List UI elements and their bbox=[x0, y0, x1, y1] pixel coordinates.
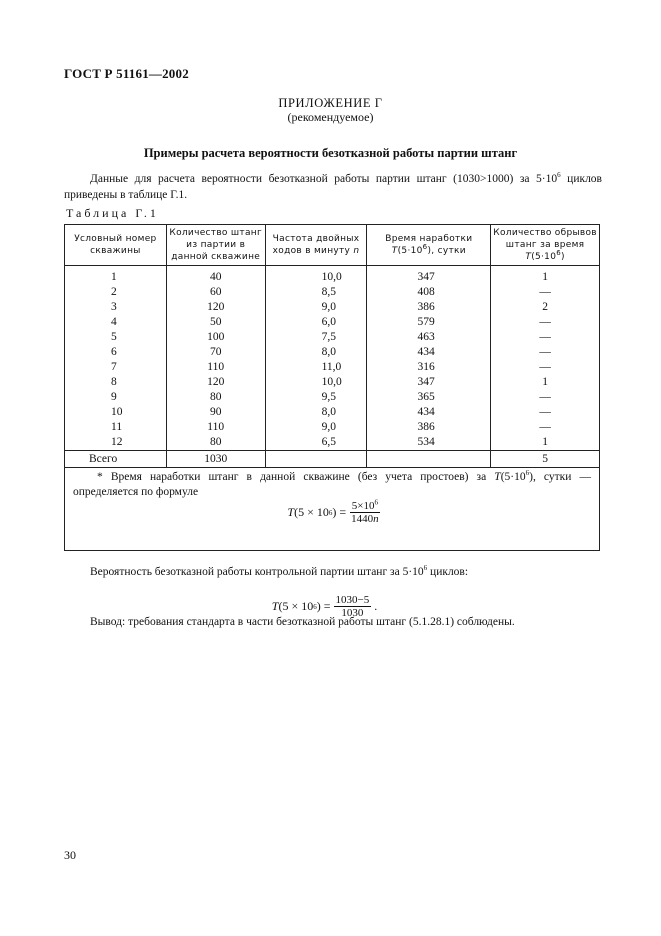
cell-qty: 70 bbox=[166, 345, 265, 360]
appendix-title: ПРИЛОЖЕНИЕ Г bbox=[278, 96, 383, 110]
cell-qty: 40 bbox=[166, 266, 265, 286]
cell-well: 1 bbox=[65, 266, 167, 286]
probability-paragraph: Вероятность безотказной работы контрольной партии штанг за $5\cdot 10^6$ циклов: bbox=[90, 564, 469, 578]
cell-freq: 10,0 bbox=[265, 266, 367, 286]
page-number: 30 bbox=[64, 848, 76, 862]
cell-well: 3 bbox=[65, 300, 167, 315]
cell-freq: 8,5 bbox=[265, 285, 367, 300]
cell-freq: 11,0 bbox=[265, 360, 367, 375]
table-total-row bbox=[65, 451, 600, 468]
cell-qty: 80 bbox=[166, 390, 265, 405]
cell-freq: 10,0 bbox=[265, 375, 367, 390]
cell-time: 463 bbox=[367, 330, 491, 345]
header-breaks: Количество обрывов штанг за время $T(5\cdot 10^6)$ bbox=[491, 225, 600, 266]
cell-well: 4 bbox=[65, 315, 167, 330]
cell-qty: 120 bbox=[166, 300, 265, 315]
cell-breaks: — bbox=[491, 390, 600, 405]
cell-well: 7 bbox=[65, 360, 167, 375]
cell-freq: 6,5 bbox=[265, 435, 367, 451]
cell-time: 386 bbox=[367, 420, 491, 435]
formula-probability: T (5 × 10 6 ) = $\frac{1030-5}{1030}$ . bbox=[271, 594, 378, 619]
cell-breaks: — bbox=[491, 405, 600, 420]
cell-breaks: — bbox=[491, 330, 600, 345]
table-row bbox=[65, 420, 600, 435]
cell-well: 12 bbox=[65, 435, 167, 451]
table-row bbox=[65, 300, 600, 315]
table-row bbox=[65, 390, 600, 405]
cell-qty: 120 bbox=[166, 375, 265, 390]
cell-freq: 9,5 bbox=[265, 390, 367, 405]
cell-freq: 8,0 bbox=[265, 405, 367, 420]
cell-freq: 6,0 bbox=[265, 315, 367, 330]
cell-breaks: 1 bbox=[491, 375, 600, 390]
table-row bbox=[65, 330, 600, 345]
cell-freq: 7,5 bbox=[265, 330, 367, 345]
cell-breaks: — bbox=[491, 360, 600, 375]
cell-well: 2 bbox=[65, 285, 167, 300]
cell-qty: 60 bbox=[166, 285, 265, 300]
total-qty: 1030 bbox=[166, 451, 265, 468]
cell-time: 434 bbox=[367, 405, 491, 420]
cell-qty: 110 bbox=[166, 360, 265, 375]
cell-qty: 100 bbox=[166, 330, 265, 345]
cell-breaks: 2 bbox=[491, 300, 600, 315]
formula-operating-time: T (5 × 10 6 ) = $\frac{5\times 10^6}{1440n}$ bbox=[287, 498, 379, 525]
cell-well: 9 bbox=[65, 390, 167, 405]
cell-freq: 9,0 bbox=[265, 420, 367, 435]
cell-qty: 110 bbox=[166, 420, 265, 435]
cell-well: 8 bbox=[65, 375, 167, 390]
table-row bbox=[65, 285, 600, 300]
cell-time: 408 bbox=[367, 285, 491, 300]
table-row bbox=[65, 266, 600, 286]
appendix-subtitle: (рекомендуемое) bbox=[287, 110, 374, 124]
cell-breaks: — bbox=[491, 315, 600, 330]
header-well-no: Условный номер скважины bbox=[65, 225, 167, 266]
header-rods-qty: Количество штанг из партии в данной скважине bbox=[166, 225, 265, 266]
total-freq-empty bbox=[265, 451, 367, 468]
cell-time: 434 bbox=[367, 345, 491, 360]
cell-well: 11 bbox=[65, 420, 167, 435]
cell-breaks: 1 bbox=[491, 435, 600, 451]
document-code: ГОСТ Р 51161—2002 bbox=[64, 66, 189, 81]
table-header-row bbox=[65, 225, 600, 266]
cell-qty: 90 bbox=[166, 405, 265, 420]
total-time-empty bbox=[367, 451, 491, 468]
table-row bbox=[65, 435, 600, 451]
cell-time: 386 bbox=[367, 300, 491, 315]
cell-well: 6 bbox=[65, 345, 167, 360]
table-row bbox=[65, 375, 600, 390]
cell-breaks: — bbox=[491, 345, 600, 360]
cell-time: 534 bbox=[367, 435, 491, 451]
cell-breaks: — bbox=[491, 420, 600, 435]
conclusion-paragraph: Вывод: требования стандарта в части безотказной работы штанг (5.1.28.1) соблюдены. bbox=[90, 616, 515, 628]
cell-well: 5 bbox=[65, 330, 167, 345]
fraction: $\frac{5\times 10^6}{1440n}$ bbox=[351, 498, 379, 525]
cell-freq: 8,0 bbox=[265, 345, 367, 360]
table-row bbox=[65, 315, 600, 330]
cell-time: 579 bbox=[367, 315, 491, 330]
table-note: * Время наработки штанг в данной скважине (без учета простоев) за $T(5\cdot 10^6)$, сутки — определяется по формуле bbox=[73, 469, 591, 498]
table-row bbox=[65, 360, 600, 375]
cell-time: 347 bbox=[367, 375, 491, 390]
intro-paragraph: Данные для расчета вероятности безотказной работы партии штанг (1030>1000) за $5\cdot 10^6$ циклов приведены в таблице Г.1. bbox=[64, 171, 602, 201]
cell-time: 365 bbox=[367, 390, 491, 405]
cell-freq: 9,0 bbox=[265, 300, 367, 315]
cell-time: 316 bbox=[367, 360, 491, 375]
cell-breaks: — bbox=[491, 285, 600, 300]
cell-breaks: 1 bbox=[491, 266, 600, 286]
section-title: Примеры расчета вероятности безотказной работы партии штанг bbox=[143, 146, 518, 160]
table-caption: Таблица Г.1 bbox=[66, 206, 159, 220]
header-frequency: Частота двойных ходов в минуту n bbox=[265, 225, 367, 266]
cell-time: 347 bbox=[367, 266, 491, 286]
table-row bbox=[65, 405, 600, 420]
cell-well: 10 bbox=[65, 405, 167, 420]
table-row bbox=[65, 345, 600, 360]
header-operating-time: Время наработки $T(5\cdot 10^6)$, сутки bbox=[367, 225, 491, 266]
total-breaks: 5 bbox=[491, 451, 600, 468]
cell-qty: 50 bbox=[166, 315, 265, 330]
total-label: Всего bbox=[65, 451, 167, 468]
cell-qty: 80 bbox=[166, 435, 265, 451]
fraction: $\frac{1030-5}{1030}$ bbox=[335, 594, 370, 619]
